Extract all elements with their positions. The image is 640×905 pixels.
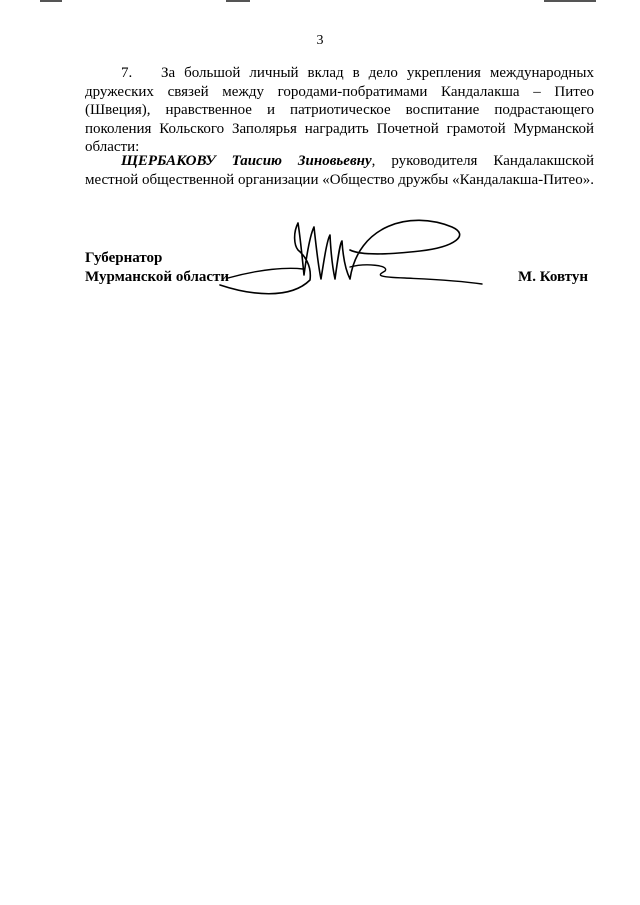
item-number: 7.	[121, 65, 133, 81]
recipient-description: , руководителя Кандалакшской местной общественной организации «Общество дружбы «Кандалакша-Питео».	[85, 153, 594, 188]
signatory-name: М. Ковтун	[518, 269, 588, 285]
award-recipient-paragraph	[85, 152, 594, 189]
signature-stroke-tail	[350, 265, 482, 284]
signatory-title-line-1: Губернатор	[85, 250, 163, 266]
recipient-name: ЩЕРБАКОВУ Таисию Зиновьевну	[121, 153, 372, 169]
signature-stroke-main	[220, 220, 460, 293]
page-number: 3	[316, 33, 324, 48]
item-text: За большой личный вклад в дело укрепления международных дружеских связей между городами-побратимами Кандалакша – Питео (Швеция), нравственное и патриотическое воспитание подрастающего поколения Кольского Заполярья наградить Почетной грамотой Мурманской области:	[85, 65, 594, 155]
signature-stroke-underline	[228, 268, 303, 278]
signatory-title-line-2: Мурманской области	[85, 269, 230, 285]
scan-edge-mark-left	[40, 0, 62, 2]
scan-edge-mark-right	[544, 0, 596, 2]
decree-item-7	[85, 64, 594, 157]
handwritten-signature	[200, 205, 490, 305]
scan-edge-mark-center	[226, 0, 250, 2]
